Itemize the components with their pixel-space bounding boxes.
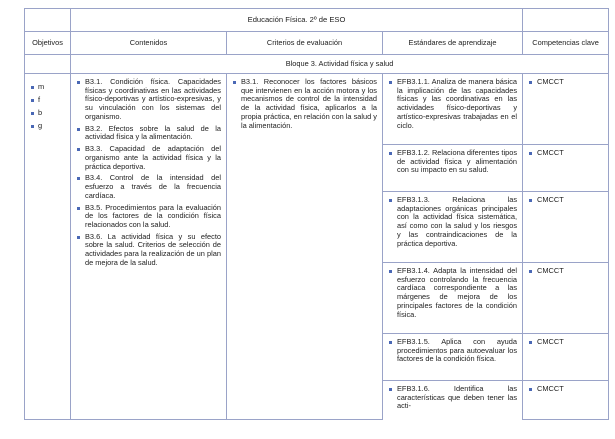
- bullet-icon: [389, 267, 397, 319]
- competencia-item: [529, 78, 603, 87]
- bullet-icon: [389, 78, 397, 130]
- competencia-text: CMCCT: [537, 195, 564, 204]
- bullet-icon: [529, 267, 537, 276]
- column-header-competencias: Competencias clave: [523, 32, 609, 55]
- estandar-item: [389, 267, 517, 319]
- estandar-text: EFB3.1.1. Analiza de manera básica la implicación de las capacidades físicas y las coordinativas en las actividades físico-deportivas y artístico-expresivas trabajadas en el ciclo.: [397, 77, 518, 130]
- bullet-icon: [529, 385, 537, 394]
- estandar-cell: [383, 145, 523, 192]
- header-blank-cell-right: [523, 9, 609, 32]
- competencia-text: CMCCT: [537, 148, 564, 157]
- curriculum-table: [24, 8, 609, 420]
- contenido-item: [77, 145, 221, 171]
- bullet-icon: [77, 125, 85, 142]
- objetivos-list: [31, 80, 65, 132]
- estandar-text: EFB3.1.2. Relaciona diferentes tipos de actividad física y alimentación con su impacto en su salud.: [397, 148, 518, 175]
- estandar-cell: [383, 334, 523, 381]
- contenidos-cell: [71, 74, 227, 420]
- criterios-cell: [227, 74, 383, 420]
- competencia-cell: [523, 192, 609, 263]
- bullet-icon: [77, 174, 85, 200]
- competencia-text: CMCCT: [537, 337, 564, 346]
- block-title: Bloque 3. Actividad física y salud: [71, 55, 609, 74]
- competencia-cell: [523, 263, 609, 334]
- competencia-text: CMCCT: [537, 384, 564, 393]
- objetivo-item: g: [31, 119, 65, 132]
- contenido-item: [77, 204, 221, 230]
- column-header-criterios: Criterios de evaluación: [227, 32, 383, 55]
- bullet-icon: [389, 385, 397, 411]
- criterio-text: B3.1. Reconocer los factores básicos que intervienen en la acción motora y los mecanismos de control de la intensidad de la actividad física, aplicarlos a la propia práctica, en relación con la salud y la alimentación.: [241, 77, 377, 130]
- estandar-text: EFB3.1.5. Aplica con ayuda procedimientos para autoevaluar los factores de la condición física.: [397, 337, 518, 364]
- objetivo-item: m: [31, 80, 65, 93]
- bullet-icon: [233, 78, 241, 130]
- bullet-icon: [529, 196, 537, 205]
- estandar-cell: [383, 381, 523, 420]
- column-header-estandares: Estándares de aprendizaje: [383, 32, 523, 55]
- estandar-cell: [383, 74, 523, 145]
- contenido-text: B3.4. Control de la intensidad del esfuerzo a través de la frecuencia cardíaca.: [85, 173, 221, 200]
- estandar-item: [389, 149, 517, 175]
- competencia-item: [529, 385, 603, 394]
- estandar-text: EFB3.1.3. Relaciona las adaptaciones orgánicas principales con la actividad física sistemática, así como con la salud y los riesgos y las contraindicaciones de la práctica deportiva.: [397, 195, 518, 248]
- bullet-icon: [77, 233, 85, 268]
- competencia-cell: [523, 381, 609, 420]
- table-title: Educación Física. 2º de ESO: [71, 9, 523, 32]
- bullet-icon: [529, 338, 537, 347]
- bullet-icon: [77, 78, 85, 122]
- competencia-text: CMCCT: [537, 266, 564, 275]
- estandar-cell: [383, 192, 523, 263]
- estandar-text: EFB3.1.6. Identifica las características que deben tener las acti-: [397, 384, 518, 411]
- contenido-item: [77, 174, 221, 200]
- contenido-item: [77, 233, 221, 268]
- competencia-text: CMCCT: [537, 77, 564, 86]
- estandar-cell: [383, 263, 523, 334]
- competencia-cell: [523, 145, 609, 192]
- criterio-item: [233, 78, 377, 130]
- competencia-item: [529, 149, 603, 158]
- bullet-icon: [389, 196, 397, 248]
- bullet-icon: [389, 338, 397, 364]
- bullet-icon: [77, 145, 85, 171]
- contenido-item: [77, 78, 221, 122]
- contenido-text: B3.6. La actividad física y su efecto sobre la salud. Criterios de selección de actividades para la realización de un plan de mejora de la salud.: [85, 231, 221, 267]
- competencia-item: [529, 338, 603, 347]
- contenido-text: B3.2. Efectos sobre la salud de la actividad física y la alimentación.: [85, 123, 221, 142]
- estandar-item: [389, 385, 517, 411]
- estandar-text: EFB3.1.4. Adapta la intensidad del esfuerzo controlando la frecuencia cardíaca correspondiente a las márgenes de mejora de los principales factores de la condición física.: [397, 266, 518, 319]
- competencia-cell: [523, 74, 609, 145]
- contenido-text: B3.5. Procedimientos para la evaluación de los factores de la condición física relacionados con la salud.: [85, 202, 221, 230]
- column-header-contenidos: Contenidos: [71, 32, 227, 55]
- objetivo-item: b: [31, 106, 65, 119]
- objetivo-item: f: [31, 93, 65, 106]
- bullet-icon: [529, 78, 537, 87]
- contenido-text: B3.3. Capacidad de adaptación del organismo ante la actividad física y la práctica deportiva.: [85, 144, 221, 171]
- competencia-item: [529, 196, 603, 205]
- header-blank-cell: [25, 9, 71, 32]
- bullet-icon: [77, 204, 85, 230]
- bullet-icon: [389, 149, 397, 175]
- objetivos-cell: [25, 74, 71, 420]
- bullet-icon: [529, 149, 537, 158]
- competencia-cell: [523, 334, 609, 381]
- competencia-item: [529, 267, 603, 276]
- estandar-item: [389, 196, 517, 248]
- column-header-objetivos: Objetivos: [25, 32, 71, 55]
- contenido-text: B3.1. Condición física. Capacidades físicas y coordinativas en las actividades físico-deportivas y artístico-expresivas, y su vinculación con los sistemas del organismo.: [85, 77, 221, 121]
- contenido-item: [77, 125, 221, 142]
- block-blank-cell: [25, 55, 71, 74]
- estandar-item: [389, 78, 517, 130]
- estandar-item: [389, 338, 517, 364]
